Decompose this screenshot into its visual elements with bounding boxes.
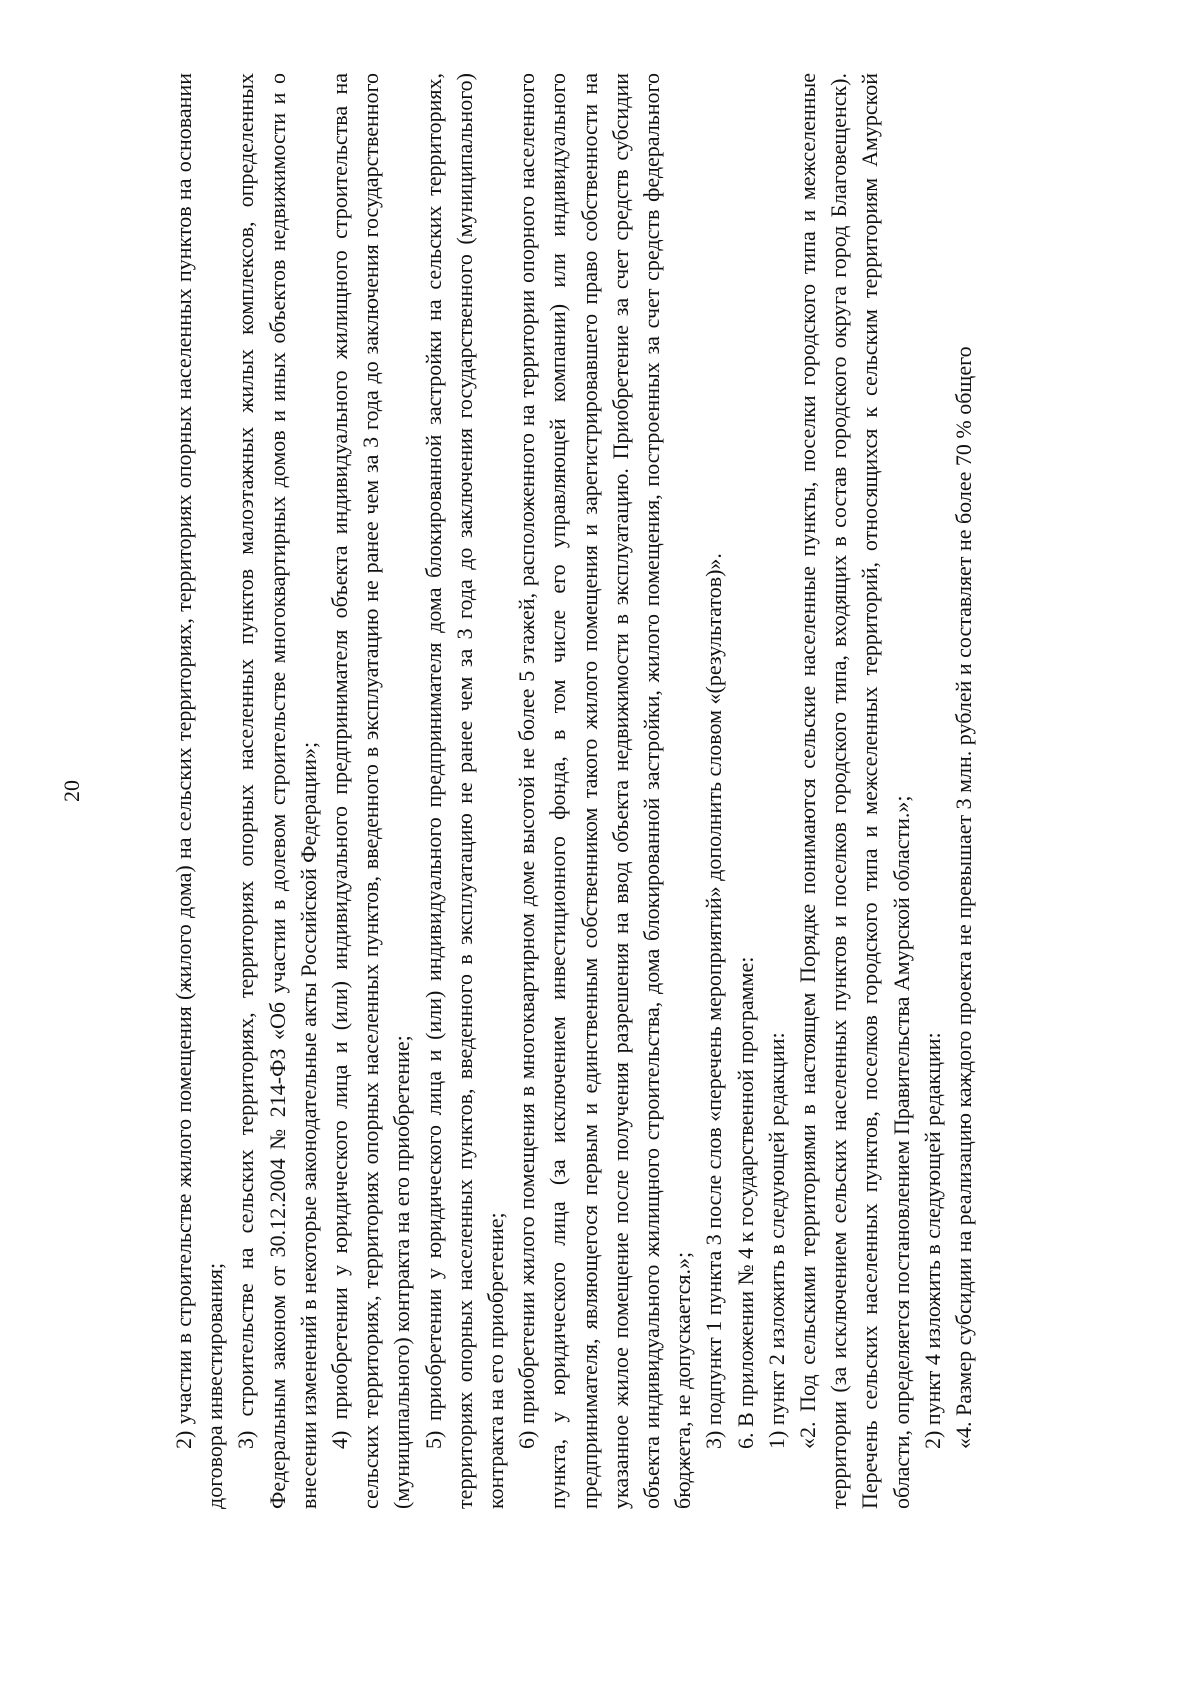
paragraph: «2. Под сельскими территориями в настоящем Порядке понимаются сельские населенные пункты, поселки городского типа и межселенные территории (за исключением сельских населенных пунктов и поселков городского типа, входящих в состав городского округа город Благовещенск). Перечень сельских населенных пунктов, поселков городского типа и межселенных территорий, относящихся к сельским территориям Амурской области, определяется постановлением Правительства Амурской области.»; bbox=[795, 73, 914, 1509]
rotated-page-content bbox=[59, 73, 1086, 1509]
section-heading: 6. В приложении № 4 к государственной программе: bbox=[732, 956, 758, 1449]
paragraph: 4) приобретении у юридического лица и (или) индивидуального предпринимателя объекта индивидуального жилищного строительства на сельских территориях, территориях опорных населенных пунктов, введенного в эксплуатацию не ранее чем за 3 года до заключения государственного (муниципального) контракта на его приобретение; bbox=[327, 73, 415, 1509]
document-body bbox=[168, 73, 979, 1509]
paragraph: «4. Размер субсидии на реализацию каждого проекта не превышает 3 млн. рублей и составляет не более 70 % общего bbox=[951, 346, 977, 1449]
paragraph: 6) приобретении жилого помещения в многоквартирном доме высотой не более 5 этажей, расположенного на территории опорного населенного пункта, у юридического лица (за исключением инвестиционного фонда, в том числе его управляющей компании) или индивидуального предпринимателя, являющегося первым и единственным собственником такого жилого помещения и зарегистрировавшего право собственности на указанное жилое помещение после получения разрешения на ввод объекта недвижимости в эксплуатацию. Приобретение за счет средств субсидии объекта индивидуального жилищного строительства, дома блокированной застройки, жилого помещения, построенных за счет средств федерального бюджета, не допускается.»; bbox=[514, 73, 696, 1509]
page-number: 20 bbox=[59, 780, 84, 802]
paragraph: 1) пункт 2 изложить в следующей редакции: bbox=[763, 1032, 789, 1449]
paragraph: 3) строительстве на сельских территориях, территориях опорных населенных пунктов малоэтажных жилых комплексов, определенных Федеральным законом от 30.12.2004 № 214-ФЗ «Об участии в долевом строительстве многоквартирных домов и иных объектов недвижимости и о внесении изменений в некоторые законодательные акты Российской Федерации»; bbox=[233, 73, 321, 1509]
paragraph: 2) участии в строительстве жилого помещения (жилого дома) на сельских территориях, территориях опорных населенных пунктов на основании договора инвестирования; bbox=[171, 73, 228, 1509]
paragraph: 3) подпункт 1 пункта 3 после слов «перечень мероприятий» дополнить словом «(результатов)». bbox=[701, 553, 727, 1449]
paragraph: 5) приобретении у юридического лица и (или) индивидуального предпринимателя дома блокированной застройки на сельских территориях, территориях опорных населенных пунктов, введенного в эксплуатацию не ранее чем за 3 года до заключения государственного (муниципального) контракта на его приобретение; bbox=[420, 73, 509, 1509]
paragraph: 2) пункт 4 изложить в следующей редакции: bbox=[919, 1032, 945, 1449]
